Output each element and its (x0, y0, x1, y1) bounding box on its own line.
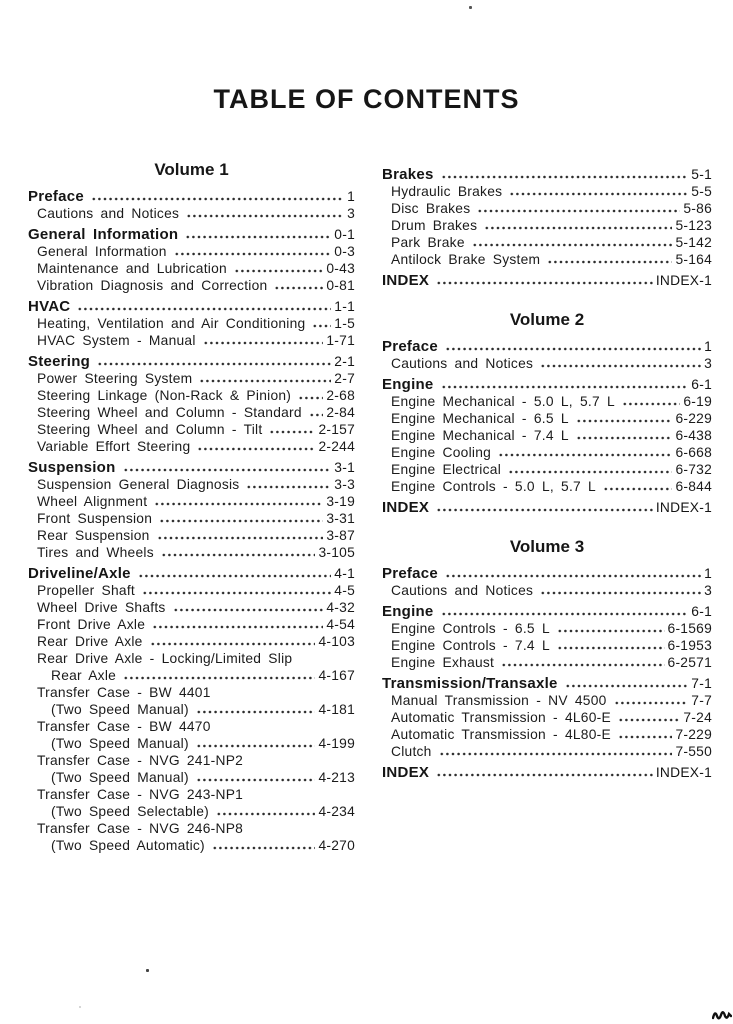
leader-dots (197, 446, 315, 451)
toc-entry-label: Steering (28, 353, 91, 370)
toc-entry-label: Automatic Transmission - 4L80-E (391, 727, 611, 742)
toc-entry (382, 183, 712, 200)
toc-entry-page: 0-1 (334, 227, 355, 242)
toc-entry (382, 355, 712, 372)
toc-entry (28, 315, 355, 332)
toc-entry (28, 527, 355, 544)
toc-entry (382, 338, 712, 355)
toc-entry-page: 2-68 (326, 388, 355, 403)
leader-dots (614, 700, 689, 705)
leader-dots (298, 395, 323, 400)
toc-entry-page: 2-84 (326, 405, 355, 420)
ink-scribble-icon (712, 1007, 732, 1022)
leader-dots (576, 418, 673, 423)
toc-entry-label: Vibration Diagnosis and Correction (37, 278, 268, 293)
toc-entry-label: Automatic Transmission - 4L60-E (391, 710, 611, 725)
toc-entry (382, 582, 712, 599)
leader-dots (269, 429, 315, 434)
toc-entry-label: Cautions and Notices (37, 206, 180, 221)
leader-dots (77, 306, 331, 311)
leader-dots (540, 590, 701, 595)
toc-entry (382, 200, 712, 217)
toc-entry-label: Front Suspension (37, 511, 153, 526)
toc-entry-label: Cautions and Notices (391, 583, 534, 598)
toc-entry-page: 2-1 (334, 354, 355, 369)
leader-dots (441, 384, 689, 389)
toc-entry (28, 205, 355, 222)
toc-entry-label: Rear Drive Axle (37, 634, 143, 649)
toc-entry-page: INDEX-1 (655, 500, 712, 515)
toc-entry (28, 459, 355, 476)
toc-entry-label: INDEX (382, 272, 430, 289)
leader-dots (161, 552, 316, 557)
toc-entry (382, 393, 712, 410)
page-title: TABLE OF CONTENTS (213, 84, 520, 114)
toc-entry-label: General Information (37, 244, 167, 259)
toc-entry (28, 667, 355, 684)
toc-entry (28, 404, 355, 421)
toc-entry-label: INDEX (382, 499, 430, 516)
leader-dots (618, 717, 680, 722)
toc-entry-label: Disc Brakes (391, 201, 471, 216)
toc-entry-label: (Two Speed Manual) (51, 736, 189, 751)
leader-dots (159, 518, 323, 523)
toc-entry-page: 3-1 (334, 460, 355, 475)
leader-dots (174, 251, 332, 256)
leader-dots (441, 174, 689, 179)
toc-column-left (28, 160, 355, 854)
toc-entry-label: Steering Wheel and Column - Standard (37, 405, 302, 420)
volume-heading: Volume 3 (509, 537, 585, 556)
leader-dots (246, 484, 331, 489)
toc-entry (382, 565, 712, 582)
leader-dots (540, 363, 701, 368)
leader-dots (436, 280, 653, 285)
toc-column-right (382, 162, 712, 781)
toc-section (382, 166, 712, 289)
toc-entry-label: Engine Mechanical - 7.4 L (391, 428, 569, 443)
toc-entry-label: Engine Controls - 7.4 L (391, 638, 550, 653)
toc-entry-label: Engine Cooling (391, 445, 492, 460)
toc-entry (28, 582, 355, 599)
toc-entry (382, 620, 712, 637)
toc-entry (28, 387, 355, 404)
toc-entry-label: General Information (28, 226, 179, 243)
toc-entry-page: 4-32 (326, 600, 355, 615)
toc-entry-page: INDEX-1 (655, 273, 712, 288)
leader-dots (436, 772, 653, 777)
toc-entry-label: INDEX (382, 764, 430, 781)
toc-entry-label: Wheel Drive Shafts (37, 600, 166, 615)
toc-entry-page: 3 (704, 583, 712, 598)
leader-dots (123, 675, 315, 680)
toc-entry-page: 3 (704, 356, 712, 371)
toc-entry-label: Steering Wheel and Column - Tilt (37, 422, 263, 437)
toc-entry-page: 1 (704, 339, 712, 354)
toc-entry (382, 692, 712, 709)
leader-dots (152, 624, 323, 629)
toc-entry (28, 786, 355, 803)
toc-entry (382, 272, 712, 289)
toc-entry-page: 1 (347, 189, 355, 204)
toc-entry-page: 3-19 (326, 494, 355, 509)
leader-dots (484, 225, 672, 230)
toc-entry-label: Variable Effort Steering (37, 439, 191, 454)
toc-entry (28, 260, 355, 277)
leader-dots (173, 607, 324, 612)
toc-entry-page: 0-3 (334, 244, 355, 259)
toc-entry-page: 1 (704, 566, 712, 581)
toc-entry-page: 4-270 (318, 838, 355, 853)
toc-entry-label: Front Drive Axle (37, 617, 146, 632)
toc-entry (28, 544, 355, 561)
toc-entry (28, 188, 355, 205)
toc-entry-label: Transfer Case - NVG 241-NP2 (37, 753, 244, 768)
leader-dots (547, 259, 672, 264)
toc-entry-page: 2-244 (318, 439, 355, 454)
leader-dots (445, 573, 701, 578)
leader-dots (154, 501, 323, 506)
leader-dots (309, 412, 324, 417)
toc-entry (382, 251, 712, 268)
leader-dots (565, 683, 689, 688)
toc-entry (28, 298, 355, 315)
toc-entry-label: Wheel Alignment (37, 494, 148, 509)
toc-entry (382, 376, 712, 393)
toc-entry-page: 6-668 (675, 445, 712, 460)
toc-entry-label: (Two Speed Manual) (51, 702, 189, 717)
toc-entry (382, 499, 712, 516)
leader-dots (603, 486, 672, 491)
toc-entry (28, 277, 355, 294)
toc-entry-label: Cautions and Notices (391, 356, 534, 371)
toc-entry (382, 444, 712, 461)
toc-entry-label: Tires and Wheels (37, 545, 154, 560)
toc-entry-page: 4-234 (318, 804, 355, 819)
toc-entry (382, 410, 712, 427)
toc-entry (28, 769, 355, 786)
toc-entry-page: 5-164 (675, 252, 712, 267)
toc-entry-label: Driveline/Axle (28, 565, 131, 582)
toc-entry (28, 226, 355, 243)
toc-entry-page: 4-181 (318, 702, 355, 717)
toc-entry-label: Maintenance and Lubrication (37, 261, 227, 276)
toc-entry-label: Transfer Case - NVG 246-NP8 (37, 821, 244, 836)
toc-entry (382, 166, 712, 183)
toc-entry-page: 6-229 (675, 411, 712, 426)
toc-entry (28, 353, 355, 370)
leader-dots (185, 234, 331, 239)
toc-entry-label: Drum Brakes (391, 218, 478, 233)
toc-entry (28, 243, 355, 260)
toc-entry-label: Park Brake (391, 235, 465, 250)
leader-dots (439, 751, 673, 756)
scan-speck-icon (146, 969, 149, 972)
toc-entry-label: Propeller Shaft (37, 583, 136, 598)
toc-entry-page: INDEX-1 (655, 765, 712, 780)
toc-entry (28, 332, 355, 349)
leader-dots (441, 611, 689, 616)
toc-entry-label: Rear Suspension (37, 528, 150, 543)
toc-entry-page: 5-5 (691, 184, 712, 199)
toc-entry-label: Suspension General Diagnosis (37, 477, 240, 492)
toc-entry-page: 7-229 (675, 727, 712, 742)
toc-entry-page: 2-7 (334, 371, 355, 386)
toc-section (382, 537, 712, 781)
toc-entry (28, 370, 355, 387)
toc-entry-label: Engine Mechanical - 6.5 L (391, 411, 569, 426)
toc-entry-page: 6-1569 (667, 621, 712, 636)
toc-entry (382, 726, 712, 743)
leader-dots (509, 191, 688, 196)
toc-entry-page: 0-81 (326, 278, 355, 293)
leader-dots (312, 323, 331, 328)
toc-entry-page: 3-3 (334, 477, 355, 492)
toc-entry-page: 5-86 (683, 201, 712, 216)
leader-dots (576, 435, 673, 440)
toc-entry (382, 709, 712, 726)
toc-entry-page: 1-5 (334, 316, 355, 331)
leader-dots (498, 452, 672, 457)
toc-entry (382, 461, 712, 478)
toc-entry (382, 764, 712, 781)
toc-section (28, 160, 355, 854)
toc-entry (382, 234, 712, 251)
toc-section (382, 310, 712, 516)
toc-entry-page: 2-157 (318, 422, 355, 437)
leader-dots (274, 285, 323, 290)
toc-entry-page: 6-1 (691, 377, 712, 392)
leader-dots (557, 645, 665, 650)
leader-dots (501, 662, 664, 667)
toc-entry-page: 3-87 (326, 528, 355, 543)
toc-entry (28, 493, 355, 510)
toc-entry (382, 654, 712, 671)
toc-entry-label: Engine Electrical (391, 462, 502, 477)
toc-entry (28, 820, 355, 837)
toc-entry (28, 837, 355, 854)
toc-entry-page: 0-43 (326, 261, 355, 276)
leader-dots (622, 401, 680, 406)
toc-entry-label: Transfer Case - BW 4470 (37, 719, 211, 734)
toc-entry-page: 4-5 (334, 583, 355, 598)
toc-entry (28, 735, 355, 752)
scan-speck-icon (79, 1006, 81, 1008)
leader-dots (212, 845, 316, 850)
toc-entry-page: 1-71 (326, 333, 355, 348)
toc-entry-page: 6-844 (675, 479, 712, 494)
toc-entry-label: Transfer Case - NVG 243-NP1 (37, 787, 244, 802)
toc-entry-page: 1-1 (334, 299, 355, 314)
toc-entry-label: Clutch (391, 744, 432, 759)
toc-entry-label: Engine Exhaust (391, 655, 495, 670)
toc-entry-page: 4-167 (318, 668, 355, 683)
toc-entry-label: Antilock Brake System (391, 252, 541, 267)
leader-dots (477, 208, 680, 213)
toc-entry-label: Preface (28, 188, 84, 205)
toc-entry (28, 438, 355, 455)
toc-entry-page: 4-54 (326, 617, 355, 632)
toc-entry-page: 7-1 (691, 676, 712, 691)
toc-entry (382, 743, 712, 760)
toc-entry (28, 752, 355, 769)
leader-dots (445, 346, 701, 351)
leader-dots (216, 811, 315, 816)
toc-entry-label: Rear Drive Axle - Locking/Limited Slip (37, 651, 293, 666)
toc-entry (28, 718, 355, 735)
toc-entry (28, 421, 355, 438)
toc-entry-label: HVAC (28, 298, 71, 315)
toc-entry (28, 510, 355, 527)
toc-entry-page: 6-1953 (667, 638, 712, 653)
toc-entry-label: Preface (382, 565, 438, 582)
leader-dots (196, 709, 316, 714)
toc-entry-label: Heating, Ventilation and Air Conditioning (37, 316, 306, 331)
leader-dots (234, 268, 323, 273)
toc-entry (382, 217, 712, 234)
toc-entry-label: HVAC System - Manual (37, 333, 196, 348)
toc-entry-label: Hydraulic Brakes (391, 184, 503, 199)
toc-entry (28, 565, 355, 582)
toc-entry-label: Engine (382, 603, 434, 620)
leader-dots (436, 507, 653, 512)
leader-dots (196, 777, 316, 782)
toc-entry-page: 3 (347, 206, 355, 221)
toc-entry-page: 4-103 (318, 634, 355, 649)
toc-entry-label: Rear Axle (51, 668, 117, 683)
leader-dots (557, 628, 665, 633)
toc-entry (28, 684, 355, 701)
toc-entry-label: (Two Speed Automatic) (51, 838, 205, 853)
toc-entry-page: 5-123 (675, 218, 712, 233)
toc-entry-label: Suspension (28, 459, 116, 476)
toc-entry-page: 3-31 (326, 511, 355, 526)
toc-entry-page: 5-1 (691, 167, 712, 182)
leader-dots (97, 361, 331, 366)
toc-entry (28, 650, 355, 667)
toc-entry-page: 6-438 (675, 428, 712, 443)
toc-entry (382, 675, 712, 692)
toc-entry-page: 4-213 (318, 770, 355, 785)
toc-entry-page: 7-7 (691, 693, 712, 708)
volume-heading: Volume 2 (509, 310, 585, 329)
toc-entry-label: Steering Linkage (Non-Rack & Pinion) (37, 388, 292, 403)
toc-entry (382, 427, 712, 444)
toc-entry (28, 701, 355, 718)
leader-dots (203, 340, 324, 345)
toc-entry (28, 803, 355, 820)
toc-entry-page: 3-105 (318, 545, 355, 560)
toc-entry-label: Engine Controls - 6.5 L (391, 621, 550, 636)
toc-entry (382, 478, 712, 495)
toc-entry-label: (Two Speed Manual) (51, 770, 189, 785)
toc-entry-page: 6-2571 (667, 655, 712, 670)
volume-heading: Volume 1 (154, 160, 229, 179)
toc-entry-label: Manual Transmission - NV 4500 (391, 693, 607, 708)
leader-dots (199, 378, 331, 383)
toc-entry-label: Power Steering System (37, 371, 193, 386)
leader-dots (91, 196, 344, 201)
leader-dots (157, 535, 324, 540)
leader-dots (150, 641, 316, 646)
toc-entry-page: 5-142 (675, 235, 712, 250)
toc-entry-page: 6-1 (691, 604, 712, 619)
toc-entry-page: 7-550 (675, 744, 712, 759)
toc-entry-label: Engine Controls - 5.0 L, 5.7 L (391, 479, 596, 494)
leader-dots (618, 734, 673, 739)
toc-entry-label: Engine (382, 376, 434, 393)
leader-dots (142, 590, 331, 595)
toc-entry (28, 633, 355, 650)
leader-dots (138, 573, 332, 578)
leader-dots (123, 467, 332, 472)
toc-entry (28, 616, 355, 633)
leader-dots (508, 469, 672, 474)
toc-entry-page: 6-732 (675, 462, 712, 477)
toc-entry-page: 7-24 (683, 710, 712, 725)
toc-entry-label: Engine Mechanical - 5.0 L, 5.7 L (391, 394, 615, 409)
toc-entry-label: Transmission/Transaxle (382, 675, 558, 692)
toc-entry (28, 599, 355, 616)
leader-dots (472, 242, 673, 247)
toc-entry (382, 603, 712, 620)
toc-entry-page: 4-1 (334, 566, 355, 581)
toc-entry (382, 637, 712, 654)
scan-speck-icon (469, 6, 472, 9)
toc-entry-page: 4-199 (318, 736, 355, 751)
leader-dots (186, 213, 344, 218)
toc-entry-label: Preface (382, 338, 438, 355)
toc-entry-label: Transfer Case - BW 4401 (37, 685, 211, 700)
toc-entry-page: 6-19 (683, 394, 712, 409)
toc-entry (28, 476, 355, 493)
toc-entry-label: (Two Speed Selectable) (51, 804, 209, 819)
leader-dots (196, 743, 316, 748)
toc-entry-label: Brakes (382, 166, 434, 183)
